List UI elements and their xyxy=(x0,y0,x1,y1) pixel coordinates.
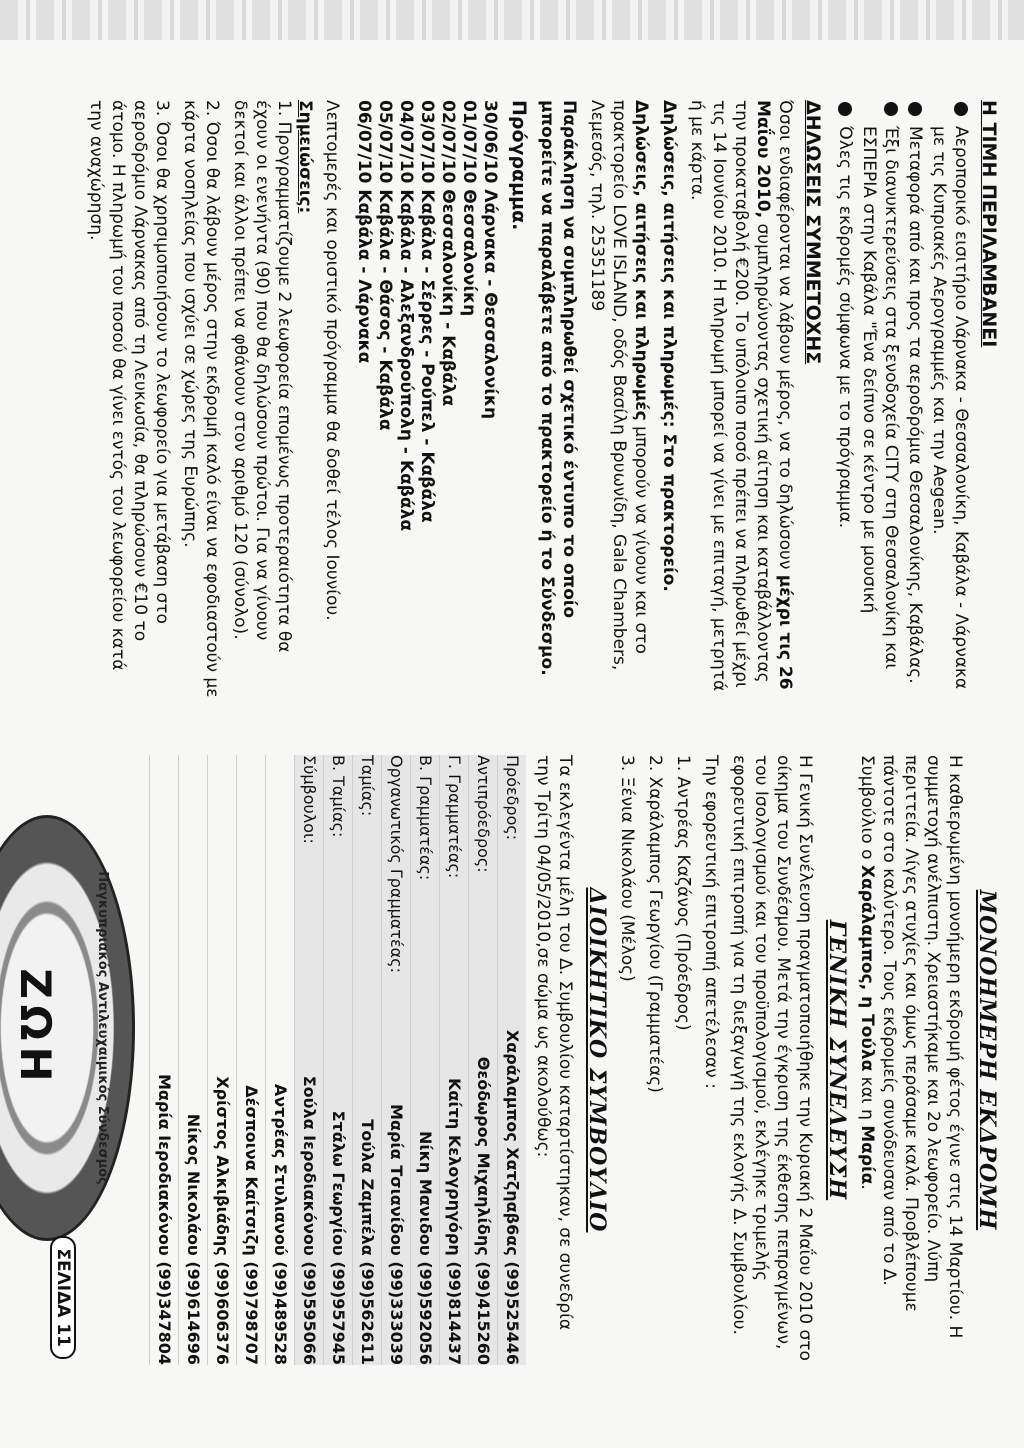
committee-member: 2. Χαράλαμπος Γεωργίου (Γραμματέας) xyxy=(645,755,665,1093)
board-row xyxy=(150,755,179,1365)
rotated-content xyxy=(11,40,1004,1440)
board-role xyxy=(179,755,208,995)
excursion-text: και η xyxy=(857,1071,877,1126)
board-role: Σύμβουλοι: xyxy=(295,755,324,995)
board-member xyxy=(469,995,498,1365)
board-role xyxy=(208,755,237,995)
board-member-name: Αντρέας Στυλιανού xyxy=(271,1083,290,1256)
board-member-phone: (99)347804 xyxy=(155,1261,174,1365)
declarations-office: Δηλώσεις, αιτήσεις και πληρωμές: Στο πρακτορείο. xyxy=(659,100,679,592)
assembly-paragraph: Η Γενική Συνέλευση πραγματοποιήθηκε την Κυριακή 2 Μαΐου 2010 στο οίκημα του Συνδέσμου. Μετά την έγκριση της έκθεσης πεπραγμένων, του Ισολογισμού και του προϋπολογισμού, εκλέγηκε τριμελής εφορευτική επιτροπή για τη διεξαγωγή της εκλογής Δ. Συμβουλίου. xyxy=(729,755,815,1361)
board-member xyxy=(382,995,411,1365)
board-row xyxy=(440,755,469,1365)
board-member-phone: (99)489528 xyxy=(271,1261,290,1365)
board-member-name: Χρίστος Αλκιβιάδης xyxy=(213,1076,232,1256)
zoi-logo xyxy=(0,815,135,1241)
price-heading: Η ΤΙΜΗ ΠΕΡΙΛΑΜΒΑΝΕΙ xyxy=(978,100,1000,348)
price-item: Αεροπορικό εισιτήριο Λάρνακα - Θεσσαλονίκη, Καβάλα - Λάρνακα με τις Κυπριακές Αερογραμμές και την Aegean. xyxy=(928,100,972,700)
board-member xyxy=(440,995,469,1365)
declarations-request: Παράκληση να συμπληρωθεί σχετικό έντυπο το οποίο μπορείτε να παραλάβετε από το πρακτορείο ή το Σύνδεσμο. xyxy=(537,100,579,676)
board-member-name: Στάλω Γεωργίου xyxy=(329,1110,348,1256)
decl-deadline: μέχρι τις 26 Μαΐου 2010, xyxy=(753,100,795,690)
board-member-phone: (99)614696 xyxy=(184,1261,203,1365)
board-member-name: Σούλα Ιεροδιακόνου xyxy=(300,1075,319,1256)
board-member-phone: (99)415260 xyxy=(474,1261,493,1365)
board-member-phone: (99)592056 xyxy=(416,1261,435,1365)
schedule-row: 30/06/10 Λάρνακα - Θεσσαλονίκη xyxy=(480,100,500,420)
decl-text: Όσοι ενδιαφέρονται να λάβουν μέρος, να το δηλώσουν xyxy=(775,100,795,575)
board-role xyxy=(266,755,295,995)
board-member-phone: (99)957945 xyxy=(329,1261,348,1365)
decl-bold-label: Δηλώσεις, αιτήσεις και πληρωμές xyxy=(631,100,651,421)
committee-member: 3. Ξένια Νικολάου (Μέλος) xyxy=(617,755,637,982)
board-heading: ΔΙΟΙΚΗΤΙΚΟ ΣΥΜΒΟΥΛΙΟ xyxy=(584,887,610,1233)
schedule-row: 06/07/10 Καβάλα - Λάρνακα xyxy=(354,100,374,364)
program-detail: Λεπτομερές και οριστικό πρόγραμμα θα δοθεί τέλος Ιουνίου. xyxy=(322,100,342,621)
board-member-phone: (99)562611 xyxy=(358,1261,377,1365)
board-table xyxy=(149,755,526,1365)
board-row xyxy=(179,755,208,1365)
board-member xyxy=(179,995,208,1365)
excursion-name: Μαρία xyxy=(857,1125,877,1185)
price-item: Όλες τις εκδρομές σύμφωνα με το πρόγραμμα. xyxy=(834,100,856,700)
logo-caption: Παγκυπριακός Αντιλευχαιμικός Σύνδεσμος xyxy=(95,871,110,1185)
board-row xyxy=(295,755,324,1365)
board-role: Αντιπρόεδρος: xyxy=(469,755,498,995)
page-number: ΣΕΛΙΔΑ 11 xyxy=(50,1236,76,1359)
board-member-phone: (99)595066 xyxy=(300,1261,319,1365)
committee-intro: Την εφορευτική επιτροπή απετέλεσαν : xyxy=(701,755,721,1089)
board-role: Γ. Γραμματέας: xyxy=(440,755,469,995)
excursion-text: Η καθιερωμένη μονοήμερη εκδρομή φέτος έγινε στις 14 Μαρτίου. Η συμμετοχή ανέλπιστη. Χρειαστήκαμε και 2ο λεωφορείο. Λύπη περιττεία. Λίγες ατυχίες και όμως περάσαμε καλά. Προβλέπουμε πάντοτε στο καλύτερο. Τους εκδρομείς συνόδευσαν από το Δ. Συμβούλιο ο xyxy=(857,755,965,1339)
board-member xyxy=(295,995,324,1365)
board-member xyxy=(411,995,440,1365)
board-role: Ταμίας: xyxy=(353,755,382,995)
board-role: Οργανωτικός Γραμματέας: xyxy=(382,755,411,995)
board-member xyxy=(266,995,295,1365)
board-member xyxy=(237,995,266,1365)
board-row xyxy=(469,755,498,1365)
declarations-heading: ΔΗΛΩΣΕΙΣ ΣΥΜΜΕΤΟΧΗΣ xyxy=(802,100,824,365)
board-member-phone: (99)333039 xyxy=(387,1261,406,1365)
board-member xyxy=(353,995,382,1365)
schedule-row: 04/07/10 Καβάλα - Αλεξανδρούπολη - Καβάλα xyxy=(396,100,416,532)
board-row xyxy=(411,755,440,1365)
excursion-name: Χαράλαμπος, η Τούλα xyxy=(857,864,877,1072)
declarations-paragraph xyxy=(686,100,796,700)
board-member-phone: (99)525446 xyxy=(503,1261,522,1365)
committee-member: 1. Αντρέας Καζάνος (Πρόεδρος) xyxy=(673,755,693,1031)
board-member-name: Θεόδωρος Μιχαηλίδης xyxy=(474,1056,493,1256)
decl-agency-text: μπορούν να γίνουν και στο πρακτορείο LOVE ISLAND, οδός Βασίλη Βρυωνίδη, Gala Chambers, Λεμεσός, τηλ. 25351189 xyxy=(587,100,651,671)
note-item: 1. Προγραμματίζουμε 2 λεωφορεία επομένως προτεραιότητα θα έχουν οι ενενήντα (90) που θα δηλώσουν πρώτοι. Για να γίνουν δεκτοί και άλλοι πρέπει να φθάνουν στον αριθμό 120 (σύνολο). xyxy=(230,100,294,653)
price-item: Μεταφορά από και προς τα αεροδρόμια Θεσσαλονίκης, Καβάλας. xyxy=(904,100,926,700)
logo-word: ΖΩΗ xyxy=(11,968,60,1088)
board-member-name: Χαράλαμπος Χατζηαβ6ας xyxy=(503,1029,522,1256)
excursion-paragraph xyxy=(856,755,966,1365)
right-column xyxy=(11,755,1004,1365)
schedule-row: 05/07/10 Καβάλα - Θάσος - Καβάλα xyxy=(375,100,395,431)
board-member-name: Καίτη Κελογρηγόρη xyxy=(445,1078,464,1256)
board-role: Β. Γραμματέας: xyxy=(411,755,440,995)
board-row xyxy=(324,755,353,1365)
board-member xyxy=(324,995,353,1365)
price-item: Έξι διανυκτερεύσεις στα ξενοδοχεία CITY στη Θεσσαλονίκη και ΕΣΠΕΡΙΑ στην Καβάλα "Ένα δείπνο σε κέντρο με μουσική xyxy=(858,100,902,700)
excursion-text: . xyxy=(857,1184,877,1190)
board-member-name: Νίκη Μανιδου xyxy=(416,1130,435,1256)
board-member xyxy=(150,995,179,1365)
assembly-heading: ΓΕΝΙΚΗ ΣΥΝΕΛΕΥΣΗ xyxy=(824,919,850,1201)
schedule-row: 02/07/10 Θεσσαλονίκη - Καβάλα xyxy=(438,100,458,407)
board-role: Πρόεδρος: xyxy=(498,755,527,995)
board-row xyxy=(382,755,411,1365)
board-row xyxy=(266,755,295,1365)
board-member xyxy=(208,995,237,1365)
board-member-name: Μαρία Ιεροδιακόνου xyxy=(155,1073,174,1256)
board-member-name: Νίκος Νικολάου xyxy=(184,1113,203,1256)
board-member-phone: (99)814437 xyxy=(445,1261,464,1365)
schedule-list xyxy=(353,100,500,700)
board-row xyxy=(498,755,527,1365)
board-member-phone: (99)606376 xyxy=(213,1261,232,1365)
board-row xyxy=(353,755,382,1365)
scan-edge-strip xyxy=(0,0,1024,40)
board-row xyxy=(237,755,266,1365)
board-row xyxy=(208,755,237,1365)
note-item: 3. Όσοι θα χρησιμοποιήσουν το λεωφορείο για μετάβαση στο αεροδρόμιο Λάρνακας από τη Λευκωσία, θα πληρώσουν €10 το άτομο. Η πληρωμή του ποσού θα γίνει εντός του λεωφορείου κατά την αναχώρηση. xyxy=(86,100,172,671)
schedule-row: 01/07/10 Θεσσαλονίκη xyxy=(459,100,479,317)
note-item: 2. Όσοι θα λάβουν μέρος στην εκδρομή καλό είναι να εφοδιαστούν με κάρτα νοσηλείας που ισχύει σε χώρες της Ευρώπης. xyxy=(180,100,222,698)
board-role xyxy=(237,755,266,995)
board-member-name: Μαρία Τσιανίδου xyxy=(387,1104,406,1256)
notes-heading: Σημειώσεις: xyxy=(295,100,315,214)
board-member-name: Τούλα Ζαμπέλα xyxy=(358,1119,377,1256)
declarations-agency xyxy=(586,100,652,700)
board-member-name: Δέσποινα Καίτσιζη xyxy=(242,1085,261,1256)
board-member xyxy=(498,995,527,1365)
decl-text: συμπληρώνοντας σχετική αίτηση και καταβάλλοντας την προκαταβολή €200. Το υπόλοιπο ποσό πρέπει να πληρωθεί μέχρι τις 14 Ιουνίου 2010. Η πληρωμή μπορεί να γίνει με επιταγή, μετρητά ή με κάρτα. xyxy=(687,100,773,692)
program-heading: Πρόγραμμα. xyxy=(508,100,530,231)
board-intro: Τα εκλεγέντα μέλη του Δ. Συμβουλίου καταρτίστηκαν, σε συνεδρία την Τρίτη 04/05/2010,σε σώμα ως ακολούθως: xyxy=(533,755,575,1331)
price-list xyxy=(834,100,972,700)
schedule-row: 03/07/10 Καβάλα - Σέρρες - Ρούπελ - Καβάλα xyxy=(417,100,437,523)
board-role xyxy=(150,755,179,995)
excursion-heading: ΜΟΝΟΗΜΕΡΗ ΕΚΔΡΟΜΗ xyxy=(974,889,1000,1231)
left-column xyxy=(44,100,1004,700)
board-member-phone: (99)798707 xyxy=(242,1261,261,1365)
board-role: Β. Ταμίας: xyxy=(324,755,353,995)
